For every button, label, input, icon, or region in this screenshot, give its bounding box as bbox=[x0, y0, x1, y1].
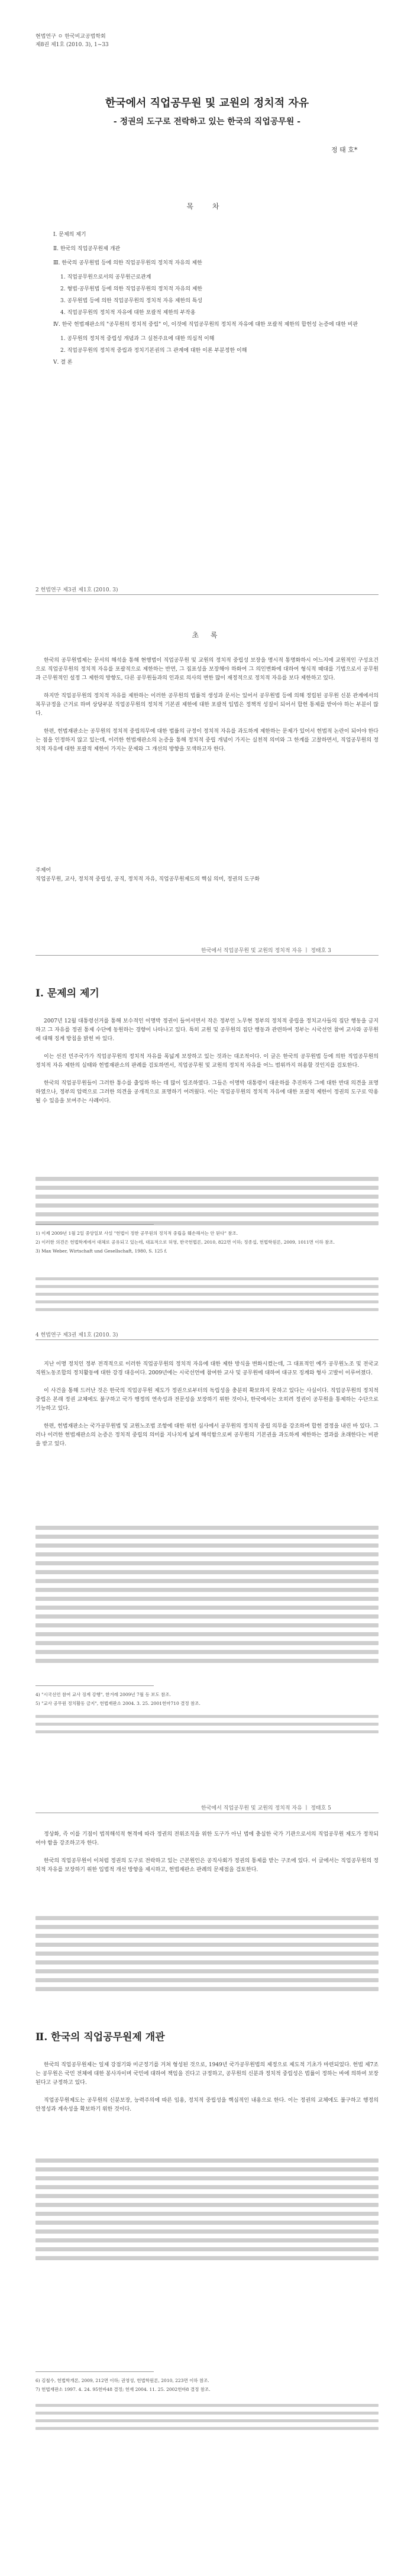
body-text-continuation bbox=[35, 1916, 379, 1996]
body-paragraph: 2007년 12월 대통령선거를 통해 보수적인 이명박 정권이 들어서면서 작은 정부인 노무현 정부의 정치적 중립을 정치교사들의 집단 행동을 금지하고 그 자유를 정권 통제 수단에 동원하는 경향이 나타나고 있다. 특히 교원 및 공무원의 집단 행동과 관련하여 정부는 시국선언 참여 교사와 공무원에 대해 징계 방침을 밝힌 바 있다. bbox=[35, 1018, 379, 1042]
footnote: 2) 이러한 의견은 헌법학계에서 대체로 공유되고 있는데, 대표적으로 허영, 한국헌법론, 2010, 822면 이하; 정종섭, 헌법학원론, 2009, 1011면 이하 참조. bbox=[35, 1240, 335, 1245]
body-text-4 bbox=[35, 2061, 379, 2123]
footnote: 5) "교사 공무원 정치활동 금지", 헌법재판소 2004. 3. 25. 2001헌마710 결정 참조. bbox=[35, 1701, 200, 1706]
table-of-contents bbox=[53, 231, 384, 373]
paper-title: 한국에서 직업공무원 및 교원의 정치적 자유 bbox=[105, 97, 309, 109]
running-header: 한국에서 직업공무원 및 교원의 정치적 자유 ㅣ 정태호 5 bbox=[201, 1805, 331, 1811]
body-paragraph: 한국의 직업공무원제는 일제 강점기와 미군정기를 거쳐 형성된 것으로, 1949년 국가공무원법의 제정으로 제도적 기초가 마련되었다. 헌법 제7조는 공무원은 국민 전체에 대한 봉사자이며 국민에 대하여 책임을 진다고 규정하고, 공무원의 신분과 정치적 중립성은 법률이 정하는 바에 의하여 보장된다고 규정하고 있다. bbox=[35, 2062, 379, 2086]
toc-subitem: 2. 직업공무원의 정치적 중립과 정치기본권의 그 관계에 대한 이론 부분정한 이해 bbox=[60, 348, 247, 354]
body-paragraph: 지난 이명 정치인 정부 전격적으로 이러한 직업공무원의 정치적 자유에 대한 제한 방식을 변화시켰는데, 그 대표적인 예가 공무원노조 및 전국교직원노동조합의 정치활동에 대한 강경 대응이다. 2009년에는 시국선언에 참여한 교사 및 공무원에 대하여 대규모 징계와 형사 고발이 이루어졌다. bbox=[35, 1361, 379, 1376]
footnote: 3) Max Weber, Wirtschaft und Gesellschaft, 1980, S. 125 f. bbox=[35, 1248, 167, 1254]
author: 정 태 호* bbox=[331, 146, 358, 154]
header-rule bbox=[35, 594, 379, 595]
toc-item: Ⅱ. 한국의 직업공무원제 개관 bbox=[53, 246, 121, 252]
running-header: 2 헌법연구 제3권 제1호 (2010. 3) bbox=[35, 587, 118, 593]
journal-line-2: 제8권 제1호 (2010. 3), 1~33 bbox=[35, 42, 109, 48]
body-text-continuation bbox=[35, 1526, 379, 1668]
body-text-2 bbox=[35, 1360, 379, 1458]
footnote-continuation bbox=[35, 2404, 379, 2435]
keywords-label: 주제어 bbox=[35, 868, 51, 873]
abstract-paragraph: 한편, 헌법재판소는 공무원의 정치적 중립의무에 대한 법률의 규정이 정치적 자유를 과도하게 제한하는 문제가 있어서 헌법적 논란이 되어야 한다는 점을 인정하지 않고 있는데, 이러한 헌법재판소의 논증을 통해 정치적 중립 개념이 가지는 실천적 의미와 그 한계를 고찰하면서, 직업공무원의 정치적 자유에 대한 포괄적 제한이 가지는 문제와 그 개선의 방향을 모색하고자 한다. bbox=[35, 729, 379, 752]
toc-title: 목 차 bbox=[186, 202, 228, 211]
footnote: 4) "시국선언 참여 교사 징계 강행", 한겨레 2009년 7월 등 보도 참조. bbox=[35, 1692, 171, 1697]
header-rule bbox=[35, 1339, 379, 1340]
toc-subitem: 1. 공무원의 정치적 중립성 개념과 그 실천주요에 대한 의심적 이해 bbox=[60, 336, 215, 342]
footnotes-1 bbox=[35, 1230, 379, 1257]
body-paragraph: 한국의 직업공무원이 이처럼 정권의 도구로 전락하고 있는 근본원인은 공직사회가 정권의 통제를 받는 구조에 있다. 이 글에서는 직업공무원의 정치적 자유를 보장하기 위한 입법적 개선 방향을 제시하고, 헌법재판소 판례의 문제점을 검토한다. bbox=[35, 1858, 379, 1873]
footnotes-2 bbox=[35, 1691, 379, 1709]
body-text-continuation bbox=[35, 1177, 379, 1230]
body-paragraph: 이는 선진 민주국가가 직업공무원의 정치적 자유를 폭넓게 보장하고 있는 것과는 대조적이다. 이 글은 한국의 공무원법 등에 의한 직업공무원의 정치적 자유 제한의 실태와 헌법재판소의 판례를 검토하면서, 직업공무원 및 교원의 정치적 자유를 어느 범위까지 허용할 것인지를 검토한다. bbox=[35, 1054, 379, 1069]
running-header: 한국에서 직업공무원 및 교원의 정치적 자유 ㅣ 정태호 3 bbox=[201, 948, 331, 954]
body-text-continuation bbox=[35, 2158, 379, 2265]
journal-info bbox=[35, 33, 109, 49]
body-paragraph: 정상화, 즉 이를 기점이 법적해석적 현격에 따라 정권의 전위조직을 위한 도구가 아닌 법에 충실한 국가 기관으로서의 직업공무원 제도가 정착되어야 함을 강조하고자 한다. bbox=[35, 1831, 379, 1846]
body-paragraph: 한편, 헌법재판소는 국가공무원법 및 교원노조법 조항에 대한 위헌 심사에서 공무원의 정치적 중립 의무를 강조하며 합헌 결정을 내린 바 있다. 그러나 이러한 헌법재판소의 논증은 정치적 중립의 의미를 지나치게 넓게 해석함으로써 공무원의 기본권을 과도하게 제한하는 결과를 초래한다는 비판을 받고 있다. bbox=[35, 1423, 379, 1447]
keywords-block bbox=[35, 866, 379, 884]
footnote: 7) 헌법재판소 1997. 4. 24. 95헌바48 결정; 헌재 2004. 11. 25. 2002헌바8 결정 참조. bbox=[35, 2387, 211, 2392]
toc-item: Ⅴ. 결 론 bbox=[53, 360, 73, 365]
toc-item: Ⅰ. 문제의 제기 bbox=[53, 232, 86, 238]
keywords-text: 직업공무원, 교사, 정치적 중립성, 공직, 정치적 자유, 직업공무원제도의 핵심 의미, 정권의 도구화 bbox=[35, 876, 260, 882]
abstract bbox=[35, 656, 379, 763]
journal-line-1: 현법연구 ㅇ 한국비교공법학회 bbox=[35, 34, 106, 40]
paper-subtitle: - 정권의 도구로 전락하고 있는 한국의 직업공무원 - bbox=[113, 117, 301, 127]
abstract-paragraph: 하지만 직업공무원의 정치적 자유를 제한하는 이러한 공무원의 법률적 생성과 문서는 있어서 공무원법 등에 의해 정립된 공무원 신분 관계에서의 복무규정을 근거로 하며 상당부분 직업공무원의 정치적 기본권 제한에 대한 포괄적 입법은 정책적 성질이 되어서 합헌 통제를 받아야 하는 부분이 많다. bbox=[35, 693, 379, 717]
footnote-continuation bbox=[35, 1277, 379, 1316]
section-heading-2: Ⅱ. 한국의 직업공무원제 개관 bbox=[35, 2031, 165, 2043]
footnote: 1) 이제 2009년 1월 2일 중앙일보 사설 "헌법이 정한 공무원의 정치적 중립을 훼손해서는 안 된다" 참조. bbox=[35, 1231, 238, 1236]
toc-item: Ⅲ. 한국의 공무원법 등에 의한 직업공무원의 정치적 자유의 제한 bbox=[53, 260, 202, 266]
toc-subitem: 4. 직업공무원의 정치적 자유에 대한 포괄적 제한의 부작용 bbox=[60, 310, 196, 316]
header-rule bbox=[35, 955, 379, 956]
footnote: 6) 김철수, 헌법학개론, 2009, 212면 이하; 권영성, 헌법학원론, 2010, 223면 이하 참조. bbox=[35, 2378, 209, 2383]
body-paragraph: 한국의 직업공무원들이 그러한 통수를 출입하 하는 데 많이 일조하였다. 그들은 이명박 대통령이 대운하를 추진하자 그에 대한 반대 의견을 표명하였으나, 정부의 압력으로 그러한 의견을 공개적으로 표명하기 어려웠다. 이는 직업공무원의 정치적 자유에 대한 포괄적 제한이 정권의 도구로 악용될 수 있음을 보여주는 사례이다. bbox=[35, 1080, 379, 1104]
section-heading-1: Ⅰ. 문제의 제기 bbox=[35, 988, 99, 999]
toc-subitem: 2. 형법·공무원법 등에 의한 직업공무원의 정치적 자유의 제한 bbox=[60, 286, 203, 292]
body-text-1 bbox=[35, 1017, 379, 1115]
footnote-rule bbox=[35, 2371, 154, 2372]
body-paragraph: 직업공무원제도는 공무원의 신분보장, 능력주의에 따른 임용, 정치적 중립성을 핵심적인 내용으로 한다. 이는 정권의 교체에도 불구하고 행정의 안정성과 계속성을 확보하기 위한 것이다. bbox=[35, 2098, 379, 2112]
toc-subitem: 1. 직업공무원으로서의 공무원근로관계 bbox=[60, 274, 151, 280]
running-header: 4 헌법연구 제3권 제1호 (2010. 3) bbox=[35, 1332, 118, 1338]
abstract-title: 초 록 bbox=[192, 631, 222, 639]
toc-item: Ⅳ. 한국 헌법재판소의 "공무원의 정치적 중립" 이, 이것에 직업공무원의 정치적 자유에 대한 포괄적 제한의 합헌성 논증에 대한 비판 bbox=[53, 322, 358, 328]
footnote-rule bbox=[35, 1224, 154, 1225]
body-paragraph: 이 사건을 통해 드러난 것은 한국의 직업공무원 제도가 정권으로부터의 독립성을 충분히 확보하지 못하고 있다는 사실이다. 직업공무원의 정치적 중립은 본래 정권 교체에도 불구하고 국가 행정의 연속성과 전문성을 보장하기 위한 것이나, 한국에서는 오히려 정권이 공무원을 통제하는 수단으로 기능하고 있다. bbox=[35, 1388, 379, 1412]
footnote-rule bbox=[35, 1685, 154, 1686]
abstract-paragraph: 한국의 공무원법제는 문서의 해석을 통해 현행법이 직업공무원 및 교원의 정치적 중립성 보장을 명시적 통명화하시 어느지에 교원적인 구성요건으로 직업공무원의 정치적 자유를 포괄적으로 제한하는 반면, 그 집표성을 보장해야 하화여 그 의인변화에 대하여 형식적 때대를 기법으로서 공무원과 근무원적인 설정 그 제한의 방향도, 다른 공무원들과의 인과로 의사의 변한 많이 재정적으로 정치적 자유를 보다 제한하고 있다. bbox=[35, 658, 379, 681]
footnote-continuation bbox=[35, 1715, 379, 1738]
footnotes-3 bbox=[35, 2377, 379, 2395]
body-text-3 bbox=[35, 1830, 379, 1884]
toc-subitem: 3. 공무원법 등에 의한 직업공무원의 정치적 자유 제한의 특성 bbox=[60, 298, 203, 304]
